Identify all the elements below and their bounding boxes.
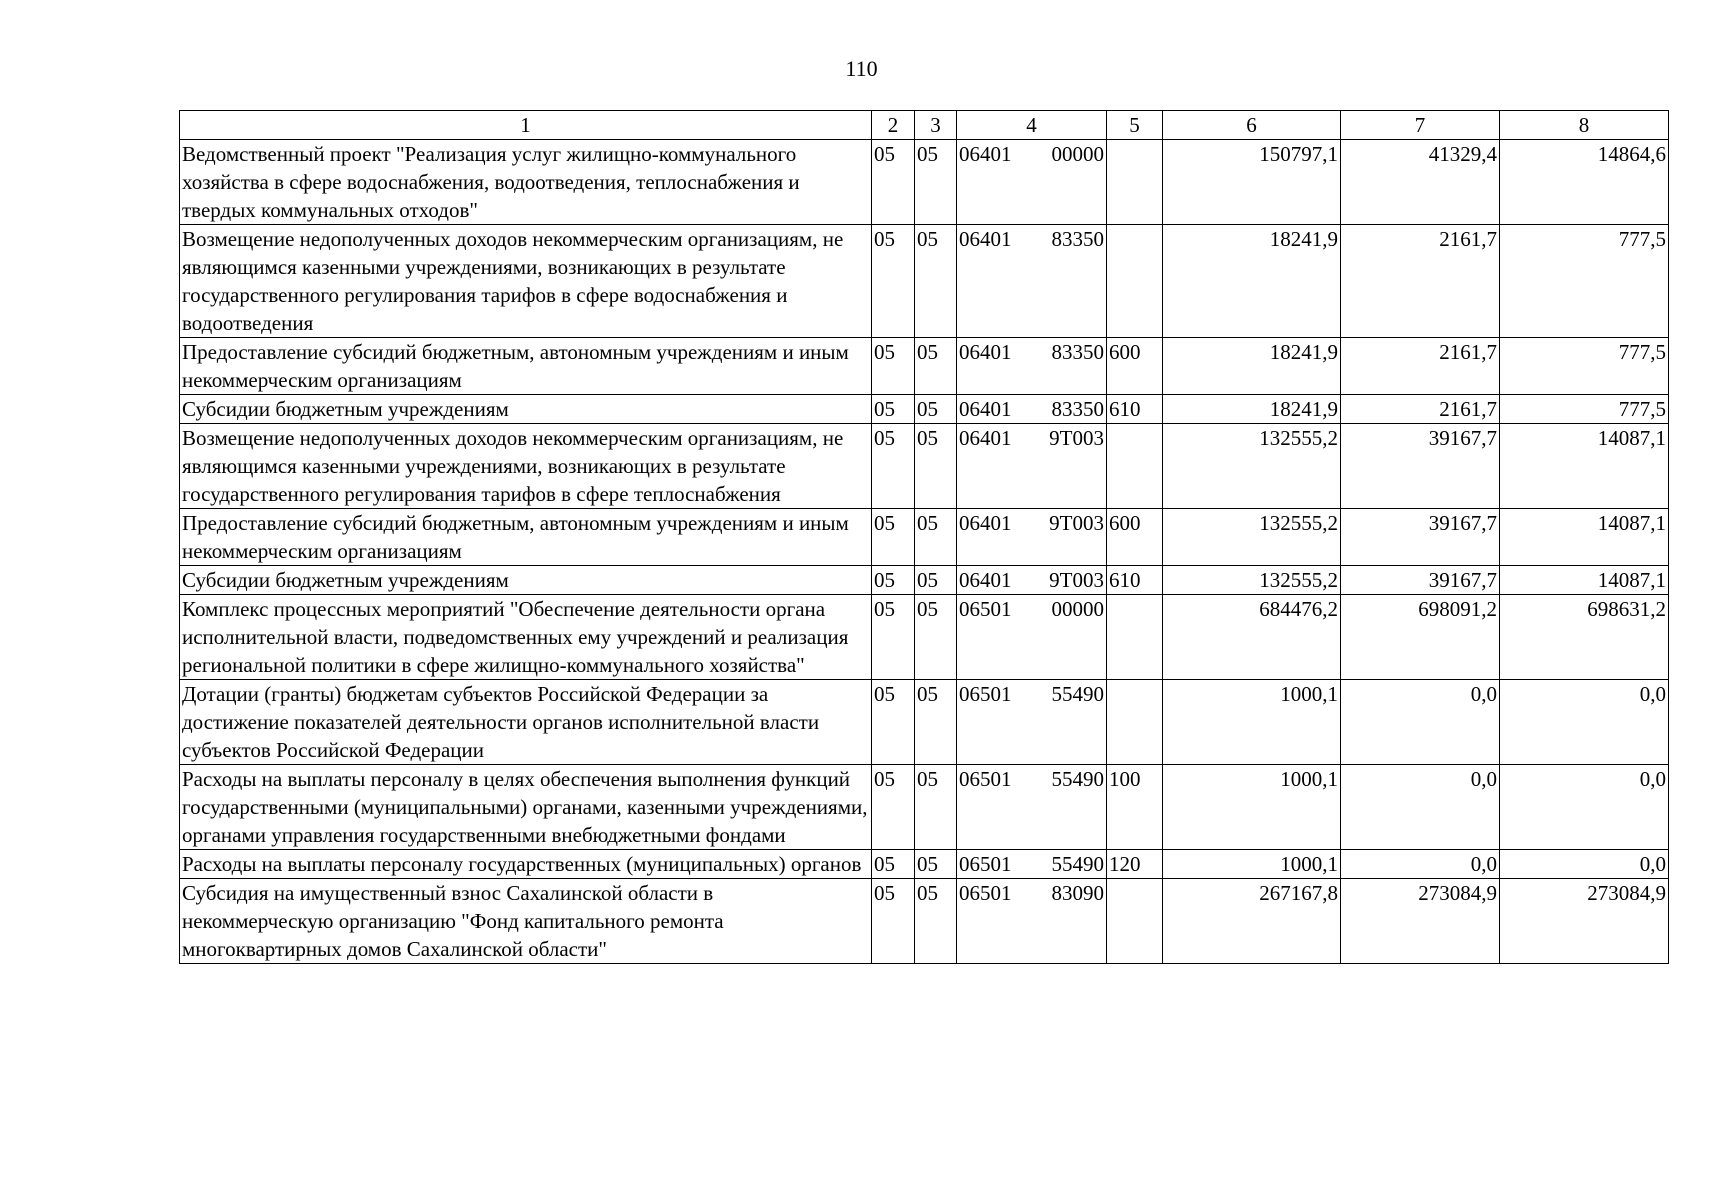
table-row (180, 225, 1669, 338)
target-article-subcode-cell: 9Т003 (1035, 509, 1107, 566)
row-name-cell: Ведомственный проект "Реализация услуг жилищно-коммунального хозяйства в сфере водоснабжения, водоотведения, теплоснабжения и твердых коммунальных отходов" (180, 140, 872, 225)
expense-type-cell: 600 (1107, 338, 1163, 395)
table-row (180, 140, 1669, 225)
target-article-code-cell: 06501 (957, 680, 1035, 765)
amount-col6-cell: 132555,2 (1163, 509, 1341, 566)
target-article-code-cell: 06401 (957, 395, 1035, 424)
header-cell: 2 (872, 111, 915, 140)
subsection-code-cell: 05 (915, 424, 957, 509)
section-code-cell: 05 (872, 566, 915, 595)
target-article-code-cell: 06401 (957, 566, 1035, 595)
amount-col7-cell: 2161,7 (1341, 395, 1500, 424)
target-article-subcode-cell: 55490 (1035, 850, 1107, 879)
section-code-cell: 05 (872, 879, 915, 964)
amount-col6-cell: 150797,1 (1163, 140, 1341, 225)
header-cell: 8 (1500, 111, 1669, 140)
header-cell: 4 (957, 111, 1107, 140)
amount-col6-cell: 684476,2 (1163, 595, 1341, 680)
row-name-cell: Возмещение недополученных доходов некоммерческим организациям, не являющимся казенными учреждениями, возникающих в результате государственного регулирования тарифов в сфере водоснабжения и водоотведения (180, 225, 872, 338)
target-article-code-cell: 06501 (957, 850, 1035, 879)
amount-col7-cell: 39167,7 (1341, 424, 1500, 509)
amount-col6-cell: 18241,9 (1163, 225, 1341, 338)
amount-col8-cell: 777,5 (1500, 395, 1669, 424)
amount-col6-cell: 132555,2 (1163, 566, 1341, 595)
subsection-code-cell: 05 (915, 765, 957, 850)
target-article-subcode-cell: 83350 (1035, 338, 1107, 395)
subsection-code-cell: 05 (915, 595, 957, 680)
section-code-cell: 05 (872, 680, 915, 765)
amount-col7-cell: 273084,9 (1341, 879, 1500, 964)
table-row (180, 509, 1669, 566)
row-name-cell: Расходы на выплаты персоналу государственных (муниципальных) органов (180, 850, 872, 879)
section-code-cell: 05 (872, 765, 915, 850)
amount-col7-cell: 0,0 (1341, 850, 1500, 879)
table-row (180, 879, 1669, 964)
section-code-cell: 05 (872, 395, 915, 424)
row-name-cell: Субсидия на имущественный взнос Сахалинской области в некоммерческую организацию "Фонд капитального ремонта многоквартирных домов Сахалинской области" (180, 879, 872, 964)
amount-col8-cell: 14087,1 (1500, 424, 1669, 509)
amount-col6-cell: 1000,1 (1163, 680, 1341, 765)
subsection-code-cell: 05 (915, 850, 957, 879)
amount-col6-cell: 267167,8 (1163, 879, 1341, 964)
table-row (180, 395, 1669, 424)
target-article-subcode-cell: 00000 (1035, 595, 1107, 680)
section-code-cell: 05 (872, 338, 915, 395)
header-cell: 6 (1163, 111, 1341, 140)
subsection-code-cell: 05 (915, 140, 957, 225)
subsection-code-cell: 05 (915, 395, 957, 424)
expense-type-cell: 610 (1107, 566, 1163, 595)
expense-type-cell (1107, 225, 1163, 338)
expense-type-cell (1107, 424, 1163, 509)
amount-col8-cell: 0,0 (1500, 850, 1669, 879)
amount-col8-cell: 14087,1 (1500, 566, 1669, 595)
amount-col6-cell: 132555,2 (1163, 424, 1341, 509)
expense-type-cell (1107, 879, 1163, 964)
amount-col7-cell: 39167,7 (1341, 566, 1500, 595)
table-row (180, 680, 1669, 765)
amount-col8-cell: 698631,2 (1500, 595, 1669, 680)
budget-table (179, 110, 1669, 964)
amount-col6-cell: 1000,1 (1163, 765, 1341, 850)
target-article-code-cell: 06401 (957, 509, 1035, 566)
target-article-code-cell: 06401 (957, 140, 1035, 225)
row-name-cell: Предоставление субсидий бюджетным, автономным учреждениям и иным некоммерческим организациям (180, 509, 872, 566)
amount-col8-cell: 0,0 (1500, 765, 1669, 850)
expense-type-cell: 610 (1107, 395, 1163, 424)
header-cell: 3 (915, 111, 957, 140)
target-article-subcode-cell: 83350 (1035, 225, 1107, 338)
header-row (180, 111, 1669, 140)
row-name-cell: Предоставление субсидий бюджетным, автономным учреждениям и иным некоммерческим организациям (180, 338, 872, 395)
subsection-code-cell: 05 (915, 566, 957, 595)
expense-type-cell (1107, 680, 1163, 765)
subsection-code-cell: 05 (915, 680, 957, 765)
subsection-code-cell: 05 (915, 879, 957, 964)
section-code-cell: 05 (872, 595, 915, 680)
header-cell: 7 (1341, 111, 1500, 140)
table-row (180, 424, 1669, 509)
subsection-code-cell: 05 (915, 338, 957, 395)
amount-col8-cell: 14087,1 (1500, 509, 1669, 566)
expense-type-cell: 100 (1107, 765, 1163, 850)
amount-col7-cell: 2161,7 (1341, 225, 1500, 338)
row-name-cell: Субсидии бюджетным учреждениям (180, 566, 872, 595)
target-article-subcode-cell: 9Т003 (1035, 424, 1107, 509)
target-article-subcode-cell: 9Т003 (1035, 566, 1107, 595)
section-code-cell: 05 (872, 225, 915, 338)
amount-col7-cell: 698091,2 (1341, 595, 1500, 680)
target-article-subcode-cell: 83090 (1035, 879, 1107, 964)
target-article-subcode-cell: 55490 (1035, 765, 1107, 850)
target-article-code-cell: 06501 (957, 765, 1035, 850)
target-article-code-cell: 06401 (957, 424, 1035, 509)
amount-col6-cell: 18241,9 (1163, 395, 1341, 424)
target-article-code-cell: 06401 (957, 225, 1035, 338)
table-row (180, 850, 1669, 879)
subsection-code-cell: 05 (915, 509, 957, 566)
row-name-cell: Возмещение недополученных доходов некоммерческим организациям, не являющимся казенными учреждениями, возникающих в результате государственного регулирования тарифов в сфере теплоснабжения (180, 424, 872, 509)
target-article-subcode-cell: 55490 (1035, 680, 1107, 765)
row-name-cell: Расходы на выплаты персоналу в целях обеспечения выполнения функций государственными (муниципальными) органами, казенными учреждениями, органами управления государственными внебюджетными фондами (180, 765, 872, 850)
row-name-cell: Дотации (гранты) бюджетам субъектов Российской Федерации за достижение показателей деятельности органов исполнительной власти субъектов Российской Федерации (180, 680, 872, 765)
table-row (180, 595, 1669, 680)
amount-col7-cell: 0,0 (1341, 680, 1500, 765)
amount-col6-cell: 1000,1 (1163, 850, 1341, 879)
page-number: 110 (845, 56, 878, 81)
table-body (180, 140, 1669, 964)
row-name-cell: Субсидии бюджетным учреждениям (180, 395, 872, 424)
expense-type-cell: 120 (1107, 850, 1163, 879)
row-name-cell: Комплекс процессных мероприятий "Обеспечение деятельности органа исполнительной власти, подведомственных ему учреждений и реализация региональной политики в сфере жилищно-коммунального хозяйства" (180, 595, 872, 680)
section-code-cell: 05 (872, 509, 915, 566)
amount-col7-cell: 41329,4 (1341, 140, 1500, 225)
amount-col6-cell: 18241,9 (1163, 338, 1341, 395)
target-article-code-cell: 06501 (957, 595, 1035, 680)
header-cell: 5 (1107, 111, 1163, 140)
header-cell: 1 (180, 111, 872, 140)
amount-col7-cell: 39167,7 (1341, 509, 1500, 566)
target-article-subcode-cell: 00000 (1035, 140, 1107, 225)
section-code-cell: 05 (872, 850, 915, 879)
subsection-code-cell: 05 (915, 225, 957, 338)
table-row (180, 765, 1669, 850)
target-article-subcode-cell: 83350 (1035, 395, 1107, 424)
expense-type-cell (1107, 140, 1163, 225)
amount-col8-cell: 273084,9 (1500, 879, 1669, 964)
amount-col8-cell: 777,5 (1500, 338, 1669, 395)
table-row (180, 566, 1669, 595)
section-code-cell: 05 (872, 140, 915, 225)
target-article-code-cell: 06501 (957, 879, 1035, 964)
section-code-cell: 05 (872, 424, 915, 509)
amount-col8-cell: 0,0 (1500, 680, 1669, 765)
amount-col8-cell: 777,5 (1500, 225, 1669, 338)
amount-col7-cell: 2161,7 (1341, 338, 1500, 395)
target-article-code-cell: 06401 (957, 338, 1035, 395)
table-row (180, 338, 1669, 395)
expense-type-cell: 600 (1107, 509, 1163, 566)
amount-col8-cell: 14864,6 (1500, 140, 1669, 225)
amount-col7-cell: 0,0 (1341, 765, 1500, 850)
expense-type-cell (1107, 595, 1163, 680)
